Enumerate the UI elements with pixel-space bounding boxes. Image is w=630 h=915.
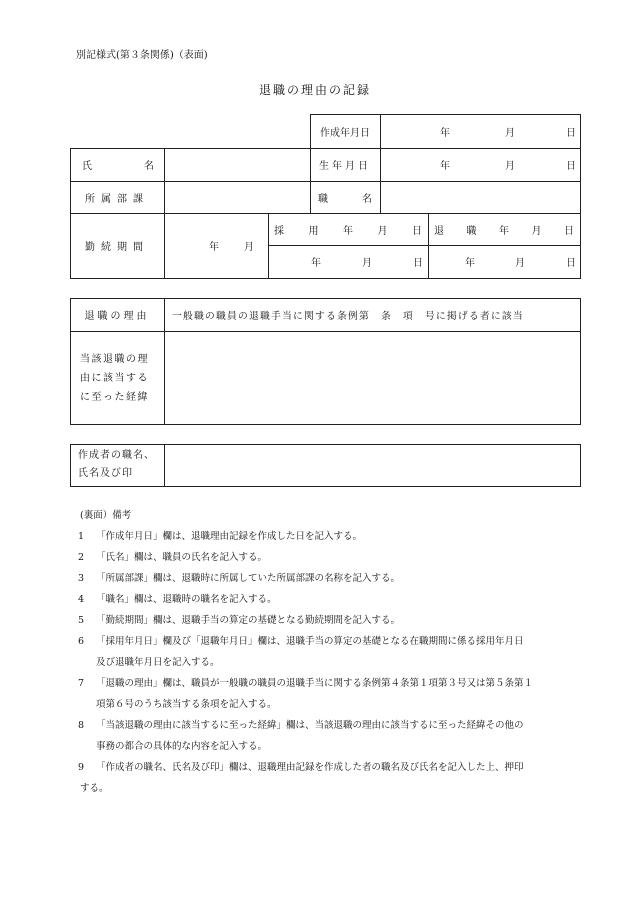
note-item: 3 bbox=[78, 573, 85, 584]
note-item: 4 bbox=[78, 594, 85, 605]
reason-field[interactable]: 一般職の職員の退職手当に関する条例第 条 項 号に掲げる者に該当 bbox=[172, 310, 524, 322]
note-item: 5 bbox=[78, 615, 85, 626]
birth-date-value[interactable]: 年 月 日 bbox=[440, 161, 576, 172]
author-field[interactable] bbox=[164, 444, 581, 487]
note-item: 1 bbox=[78, 531, 85, 542]
department-field[interactable] bbox=[164, 181, 310, 213]
name-field[interactable] bbox=[164, 148, 310, 181]
reason-label: 退職の理由 bbox=[84, 311, 150, 322]
note-item: 6 bbox=[78, 636, 85, 647]
department-label: 所属部課 bbox=[85, 193, 149, 205]
post-field[interactable] bbox=[380, 181, 580, 213]
name-label: 氏 名 bbox=[82, 161, 154, 172]
service-period-label: 勤続期間 bbox=[85, 242, 149, 253]
note-item: 9 bbox=[78, 762, 85, 773]
service-period-value[interactable]: 年 月 bbox=[209, 242, 254, 253]
form-note: 別記様式(第３条関係)（表面) bbox=[76, 50, 208, 61]
creation-date-value[interactable]: 年 月 日 bbox=[440, 127, 576, 139]
note-item: 8 bbox=[78, 720, 85, 731]
note-item: 2 bbox=[78, 552, 85, 563]
post-label: 職 名 bbox=[318, 193, 372, 205]
notes-heading: (裏面）備考 bbox=[80, 510, 132, 521]
retire-date-label: 退 職 年 月 日 bbox=[434, 225, 574, 237]
birth-date-label: 生年月日 bbox=[319, 161, 371, 172]
note-item: 7 bbox=[78, 678, 85, 689]
circumstances-field[interactable] bbox=[164, 331, 581, 425]
circumstances-label: 当該退職の理 由に該当する に至った経緯 bbox=[80, 354, 149, 403]
author-label: 作成者の職名、 氏名及び印 bbox=[78, 450, 155, 479]
hire-date-label: 採 用 年 月 日 bbox=[274, 225, 422, 237]
page-title: 退職の理由の記録 bbox=[258, 83, 371, 97]
hire-date-value[interactable]: 年 月 日 bbox=[311, 258, 423, 269]
creation-date-label: 作成年月日 bbox=[320, 127, 370, 139]
retire-date-value[interactable]: 年 月 日 bbox=[465, 258, 576, 269]
